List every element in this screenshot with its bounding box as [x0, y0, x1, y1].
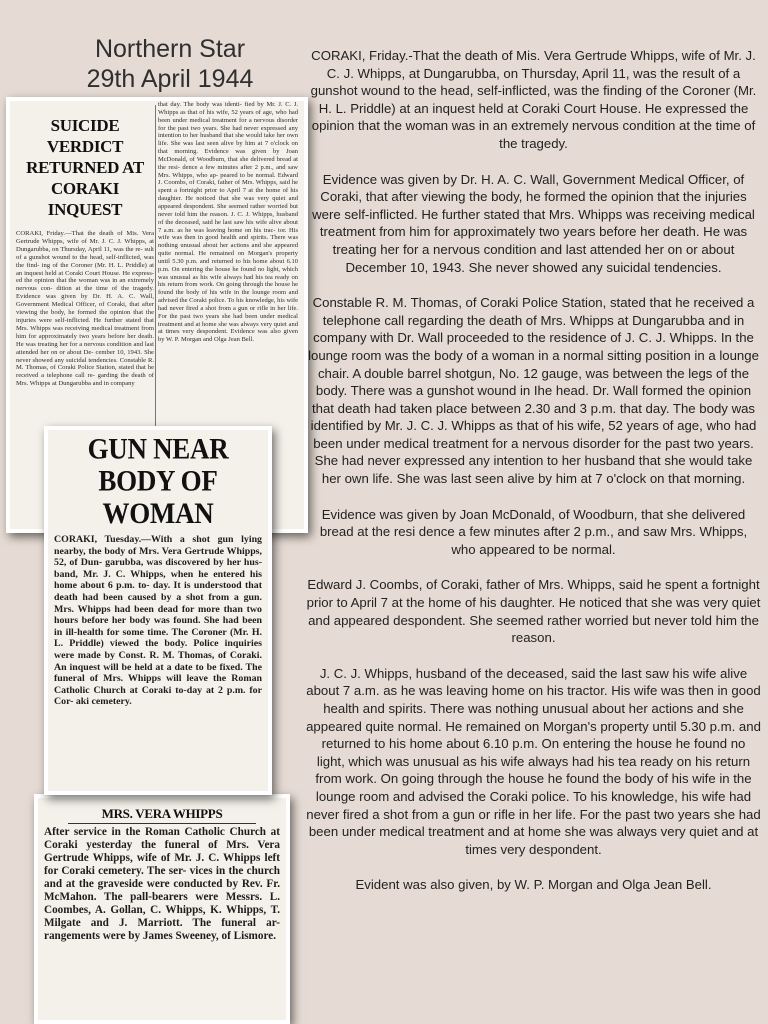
newspaper-name: Northern Star	[94, 35, 246, 63]
clipping-funeral-notice	[34, 794, 290, 1024]
transcript-paragraph: CORAKI, Friday.-That the death of Mis. Vera Gertrude Whipps, wife of Mr. J. C. J. Whipps, at Dungarubba, on Thursday, April 11, was the result of a gunshot wound to the head, self-inflicted, was the finding of the Coroner (Mr. H. L. Priddle) at an inquest held at Coraki Court House. He expressed the opinion that the woman was in an extremely nervous condition at the time of the tragedy.	[310, 48, 757, 151]
article-transcript	[306, 47, 761, 912]
transcript-paragraph: J. C. J. Whipps, husband of the deceased, said the last saw his wife alive about 7 a.m. as he was leaving home on his tractor. His wife was then in good health and spirits. There was nothing unusual about her actions and she appeared quite normal. He remained on Morgan's property until 5.30 p.m. and returned to his home about 6.10 p.m. On entering the house he found no light, which was unusual as his wife always had his tea ready on his return from work. On going through the house he found the body of his wife in the lounge room and advised the Coraki police. To his knowledge, his wife had never fired a shot from a gun or rifle in her life. For the past two years she had been under medical treatment and at home she was always very quiet and at times very despondent.	[306, 665, 761, 857]
transcript-paragraph: Evidence was given by Dr. H. A. C. Wall, Government Medical Officer, of Coraki, that after viewing the body, he formed the opinion that the injuries were self-inflicted. He further stated that Mrs. Whipps was receiving medical treatment from him for approximately two years before her death. He was treating her for a nervous condition and last attended her on or about December 10, 1943. She never showed any suicidal tendencies.	[312, 171, 755, 275]
clipping-gun-near-body	[44, 426, 272, 795]
transcript-paragraph: Edward J. Coombs, of Coraki, father of Mrs. Whipps, said he spent a fortnight prior to April 7 at the home of his daughter. He noticed that she was very quiet and appeared despondent. She seemed rather worried but never told him the reason.	[306, 577, 761, 646]
transcript-paragraph: Evidence was given by Joan McDonald, of Woodburn, that she delivered bread at the resi dence a few minutes after 2 p.m., and saw Mrs. Whipps, who appeared to be normal.	[319, 506, 748, 557]
clipping-headline: SUICIDE VERDICT RETURNED AT CORAKI INQUEST	[26, 116, 144, 219]
clipping-body: After service in the Roman Catholic Church at Coraki yesterday the funeral of Mrs. Vera Gertrude Whipps, wife of Mr. J. C. Whipps left for Coraki cemetery. The ser- vices in the church and at the graveside were conducted by Rev. Fr. McMahon. The pall-bearers were Messrs. L. Coombes, A. Gollan, C. Whipps, K. Whipps, T. Milgate and J. Marriott. The funeral ar- rangements were by James Sweeney, of Lismore.	[44, 826, 280, 942]
transcript-paragraph: Constable R. M. Thomas, of Coraki Police Station, stated that he received a telephone call regarding the death of Mrs. Whipps at Dungarubba and in company with Dr. Wall proceeded to the residence of J. C. J. Whipps. In the lounge room was the body of a woman in a normal sitting position in a lounge chair. A double barrel shotgun, No. 12 gauge, was between the legs of the body. There was a gunshot wound in Ihe head. Dr. Wall formed the opinion that death had taken place between 2.30 and 3 p.m. that day. The body was identified by Mr. J. C. J. Whipps as that of his wife, 52 years of age, who had been under medical treatment for a nervous disorder for the past two years. She had never expressed any intention to her husband that she would take her own life. She was last seen alive by him at 7 o'clock on that morning.	[308, 295, 759, 487]
transcript-paragraph: Evident was also given, by W. P. Morgan and Olga Jean Bell.	[355, 877, 712, 893]
clipping-right-column	[158, 101, 298, 344]
headline-rule	[68, 823, 256, 824]
clipping-column-text: CORAKI, Friday.—That the death of Mis. Vera Gertrude Whipps, wife of Mr. J. C. J. Whipps, at Dungarubba, on Thursday, April 11, was the re- sult of a gunshot wound to the head, self-inflicted, was the find- ing of the Coroner (Mr. H. L. Priddle) at an inquest held at Coraki Court House. He express- ed the opinion that the woman was in an extremely nervous con- dition at the time of the tragedy. Evidence was given by Dr. H. A. C. Wall, Government Medical Officer, of Coraki, that after viewing the body, he formed the opinion that the injuries were self-inflicted. He further stated that Mrs. Whipps was receiving medical treatment from him for approximately two years before her death. He was treating her for a nervous condition and last attended her on or about De- cember 10, 1943. She never showed any suicidal tendencies. Constable R. M. Thomas, of Coraki Police Station, stated that he received a telephone call re- garding the death of Mrs. Whipps at Dungarubba and in company	[16, 230, 154, 388]
publication-date: 29th April 1944	[86, 65, 254, 93]
page-title	[40, 34, 300, 94]
clipping-left-column	[16, 109, 154, 388]
clipping-column-text: that day. The body was identi- fied by Mr. J. C. J. Whipps as that of his wife, 52 years of age, who had been under medical treatment for a nervous disorder for the past two years. She had never expressed any intention to her husband that she would take her own life. She was last seen alive by him at 7 o'clock on that morning. Evidence was given by Joan McDonald, of Woodburn, that she delivered bread at the resi- dence a few minutes after 2 p.m., and saw Mrs. Whipps, who ap- peared to be normal. Edward J. Coombs, of Coraki, father of Mrs. Whipps, said he spent a fortnight prior to April 7 at the home of his daughter. He noticed that she was very quiet and appeared despondent. She seemed rather worried but never told him the reason. J. C. J. Whipps, husband of the deceased, said he last saw his wife alive about 7 a.m. as he was leaving home on his trac- tor. His wife was then in good health and spirits. There was nothing unusual about her actions and she appeared quite normal. He remained on Morgan's property until 5.30 p.m. and returned to his home about 6.10 p.m. On entering the house he found no light, which was unusual as his wife always had his tea ready on his return from work. On going through the house he found the body of his wife in the lounge room and advised the Coraki police. To his knowledge, his wife had never fired a shot from a gun or rifle in her life. For the past two years she had been under medical treatment and at home she was always very quiet and at times very despondent. Evidence was also given by W. P. Morgan and Olga Jean Bell.	[158, 101, 298, 344]
clipping-headline: GUN NEAR BODY OF WOMAN	[87, 432, 229, 530]
clipping-body: CORAKI, Tuesday.—With a shot gun lying nearby, the body of Mrs. Vera Gertrude Whipps, 52, of Dun- garubba, was discovered by her hus- band, Mr. J. C. Whipps, when he entered his home about 6 p.m. to- day. It is understood that death had been caused by a shot from a gun. Mrs. Whipps had been dead for more than two hours before her body was found. She had been in ill-health for some time. The Coroner (Mr. H. L. Priddle) viewed the body. Police inquiries were made by Const. R. M. Thomas, of Coraki. An inquest will be held at a date to be fixed. The funeral of Mrs. Whipps will leave the Roman Catholic Church at Coraki to-day at 2 p.m. for Cor- aki cemetery.	[54, 534, 262, 708]
clipping-headline: MRS. VERA WHIPPS	[101, 806, 223, 821]
